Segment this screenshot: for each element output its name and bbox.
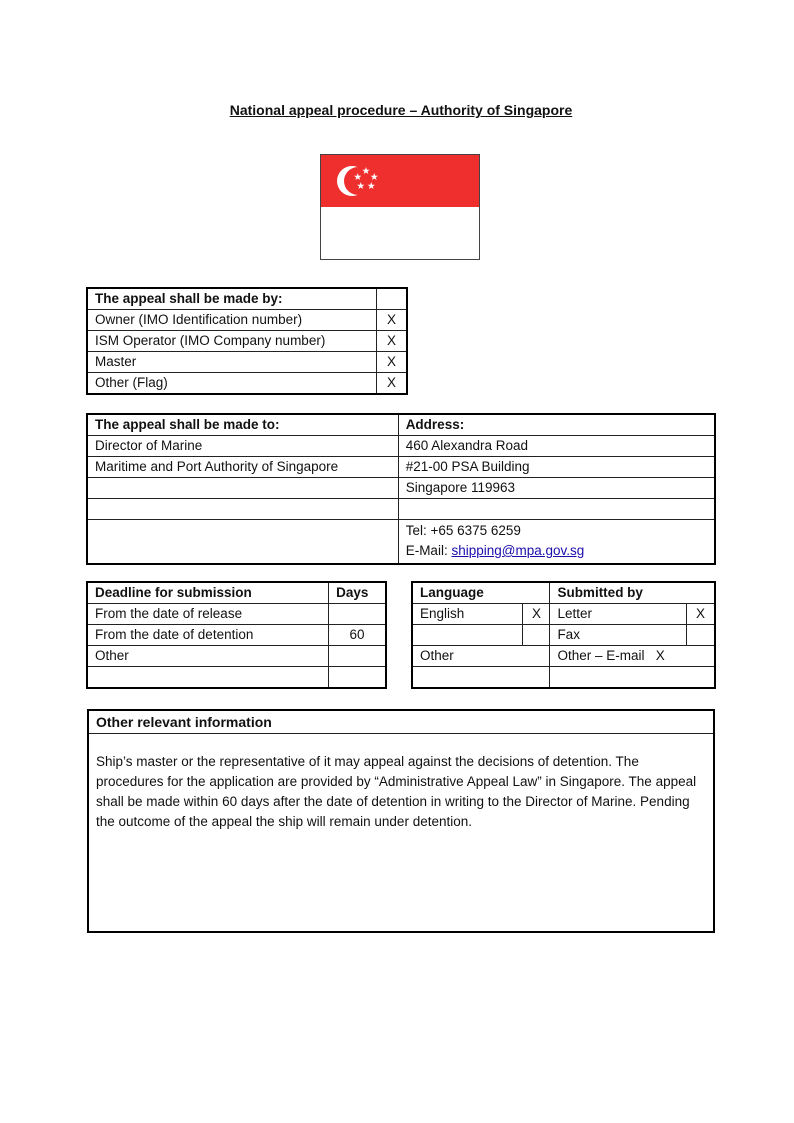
- submitted-by-label: Letter: [550, 604, 687, 625]
- check-mark: X: [523, 604, 550, 625]
- check-mark: X: [377, 310, 407, 331]
- email-link[interactable]: shipping@mpa.gov.sg: [451, 543, 585, 558]
- days-value: [329, 667, 386, 688]
- table-row: [88, 499, 715, 520]
- deadline-label: Other: [88, 646, 329, 667]
- table-row: [88, 352, 407, 373]
- made-to-header: The appeal shall be made to:: [88, 415, 399, 436]
- submitted-by-label: [550, 667, 715, 688]
- days-value: 60: [329, 625, 386, 646]
- deadline-header: Deadline for submission: [88, 583, 329, 604]
- address-line: 460 Alexandra Road: [398, 436, 714, 457]
- language-header: Language: [413, 583, 550, 604]
- other-info-box: [87, 709, 715, 933]
- made-by-label: Owner (IMO Identification number): [88, 310, 377, 331]
- table-row: [413, 667, 715, 688]
- table-row: [88, 478, 715, 499]
- check-mark: [523, 625, 550, 646]
- check-mark: X: [687, 604, 715, 625]
- made-to-table: [87, 414, 715, 564]
- email-label: E-Mail:: [405, 543, 452, 558]
- days-value: [329, 604, 386, 625]
- days-header: Days: [329, 583, 386, 604]
- table-row: [88, 331, 407, 352]
- check-mark: X: [377, 373, 407, 394]
- recipient-line: [88, 499, 399, 520]
- recipient-line: Director of Marine: [88, 436, 399, 457]
- table-row: [88, 520, 715, 564]
- table-row: [88, 373, 407, 394]
- page-title: National appeal procedure – Authority of Singapore: [229, 102, 573, 118]
- address-line: [398, 499, 714, 520]
- table-row: [88, 646, 386, 667]
- deadline-label: From the date of detention: [88, 625, 329, 646]
- recipient-line: Maritime and Port Authority of Singapore: [88, 457, 399, 478]
- made-by-label: Other (Flag): [88, 373, 377, 394]
- table-row: [88, 436, 715, 457]
- singapore-flag-image: [320, 154, 480, 260]
- address-line: #21-00 PSA Building: [398, 457, 714, 478]
- address-line: Singapore 119963: [398, 478, 714, 499]
- table-row: [413, 625, 715, 646]
- language-label: Other: [413, 646, 550, 667]
- submitted-by-header: Submitted by: [550, 583, 715, 604]
- recipient-line: [88, 478, 399, 499]
- deadline-label: [88, 667, 329, 688]
- language-label: [413, 667, 550, 688]
- language-label: [413, 625, 523, 646]
- table-row: [413, 604, 715, 625]
- check-mark: X: [377, 331, 407, 352]
- table-row: [88, 457, 715, 478]
- recipient-line: [88, 520, 399, 564]
- check-mark: X: [377, 352, 407, 373]
- email-line: [406, 541, 707, 561]
- deadline-label: From the date of release: [88, 604, 329, 625]
- made-by-table: [87, 288, 407, 394]
- table-row: [88, 667, 386, 688]
- address-header: Address:: [398, 415, 714, 436]
- submitted-by-label: Other – E-mail X: [550, 646, 715, 667]
- other-info-header: Other relevant information: [89, 711, 713, 734]
- table-row: [88, 625, 386, 646]
- made-by-label: Master: [88, 352, 377, 373]
- check-mark: [687, 625, 715, 646]
- days-value: [329, 646, 386, 667]
- other-info-text: Ship’s master or the representative of it may appeal against the decisions of detention. The procedures for the application are provided by “Administrative Appeal Law” in Singapore. The appeal shall be made within 60 days after the date of detention in writing to the Director of Marine. Pending the outcome of the appeal the ship will remain under detention.: [96, 754, 697, 829]
- submitted-by-label: Fax: [550, 625, 687, 646]
- language-submitted-table: [412, 582, 715, 688]
- made-by-label: ISM Operator (IMO Company number): [88, 331, 377, 352]
- language-label: English: [413, 604, 523, 625]
- table-row: [88, 604, 386, 625]
- table-row: [88, 310, 407, 331]
- table-row: [413, 646, 715, 667]
- made-by-header: The appeal shall be made by:: [88, 289, 377, 310]
- deadline-table: [87, 582, 386, 688]
- telephone-line: Tel: +65 6375 6259: [405, 523, 521, 538]
